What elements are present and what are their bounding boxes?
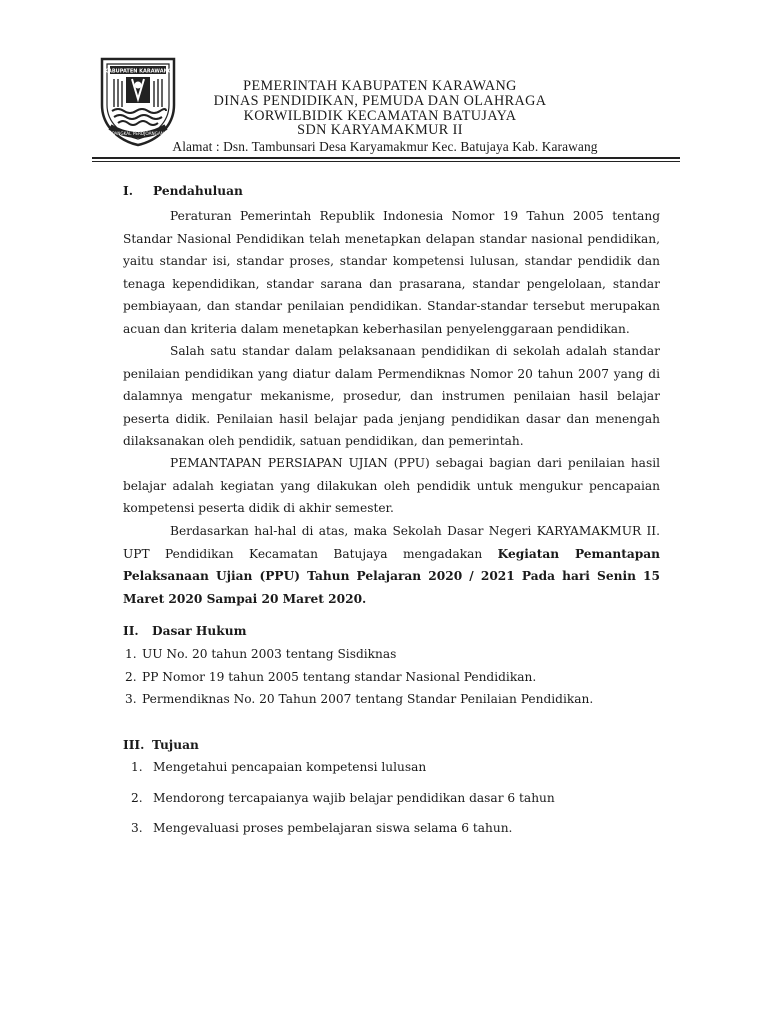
legal-basis-number-3: 3. bbox=[125, 692, 137, 706]
letterhead-rule-thin bbox=[92, 161, 680, 162]
objective-item-1: Mengetahui pencapaian kompetensi lulusan bbox=[153, 760, 427, 774]
letterhead-line-department: DINAS PENDIDIKAN, PEMUDA DAN OLAHRAGA bbox=[213, 93, 547, 109]
logo-text-top: KABUPATEN KARAWANG bbox=[104, 68, 172, 75]
letterhead-address: Alamat : Dsn. Tambunsari Desa Karyamakmur Kec. Batujaya Kab. Karawang bbox=[172, 139, 598, 154]
section-3-title: Tujuan bbox=[152, 738, 199, 752]
legal-basis-number-1: 1. bbox=[125, 647, 137, 661]
letterhead-line-government: PEMERINTAH KABUPATEN KARAWANG bbox=[243, 78, 517, 94]
section-1-paragraph-4 bbox=[123, 520, 660, 610]
section-2-title: Dasar Hukum bbox=[152, 624, 247, 638]
objective-number-2: 2. bbox=[131, 791, 143, 805]
paragraph-4-text: Berdasarkan hal-hal di atas, maka Sekolah Dasar Negeri KARYAMAKMUR II. UPT Pendidikan Kecamatan Batujaya mengadakan bbox=[123, 524, 660, 561]
section-3-number: III. bbox=[123, 738, 145, 752]
section-1-paragraph-2: Salah satu standar dalam pelaksanaan pendidikan di sekolah adalah standar penilaian pendidikan yang diatur dalam Permendiknas Nomor 20 tahun 2007 yang di dalamnya mengatur mekanisme, prosedur, dan instrumen penilaian hasil belajar peserta didik. Penilaian hasil belajar pada jenjang pendidikan dasar dan menengah dilaksanakan oleh pendidik, satuan pendidikan, dan pemerintah. bbox=[123, 344, 660, 448]
section-2-number: II. bbox=[123, 624, 139, 638]
section-1-number: I. bbox=[123, 184, 133, 198]
objective-item-3: Mengevaluasi proses pembelajaran siswa selama 6 tahun. bbox=[153, 821, 513, 835]
objective-number-3: 3. bbox=[131, 821, 143, 835]
section-1-paragraph-1: Peraturan Pemerintah Republik Indonesia Nomor 19 Tahun 2005 tentang Standar Nasional Pendidikan telah menetapkan delapan standar nasional pendidikan, yaitu standar isi, standar proses, standar kompetensi lulusan, standar pendidik dan tenaga kependidikan, standar sarana dan prasarana, standar pengelolaan, standar pembiayaan, dan standar penilaian pendidikan. Standar-standar tersebut merupakan acuan dan kriteria dalam menetapkan keberhasilan penyelenggaraan pendidikan. bbox=[123, 209, 660, 336]
letterhead-line-school: SDN KARYAMAKMUR II bbox=[297, 122, 463, 138]
legal-basis-item-3: Permendiknas No. 20 Tahun 2007 tentang Standar Penilaian Pendidikan. bbox=[142, 692, 594, 706]
letterhead-rule-thick bbox=[92, 157, 680, 159]
legal-basis-item-2: PP Nomor 19 tahun 2005 tentang standar Nasional Pendidikan. bbox=[142, 670, 537, 684]
section-1-title: Pendahuluan bbox=[153, 184, 243, 198]
objective-item-2: Mendorong tercapaianya wajib belajar pendidikan dasar 6 tahun bbox=[153, 791, 555, 805]
paragraph-4-bold-text: Kegiatan Pemantapan Pelaksanaan Ujian (PPU) Tahun Pelajaran 2020 / 2021 Pada hari Senin 15 Maret 2020 Sampai 20 Maret 2020. bbox=[123, 546, 661, 606]
section-1-paragraph-3: PEMANTAPAN PERSIAPAN UJIAN (PPU) sebagai bagian dari penilaian hasil belajar adalah kegiatan yang dilakukan oleh pendidik untuk mengukur pencapaian kompetensi peserta didik di akhir semester. bbox=[123, 456, 660, 515]
legal-basis-number-2: 2. bbox=[125, 670, 137, 684]
letterhead-line-korwilbidik: KORWILBIDIK KECAMATAN BATUJAYA bbox=[243, 108, 517, 124]
logo-text-bottom: PANGKAL PERDJOANGAN bbox=[112, 131, 164, 136]
objective-number-1: 1. bbox=[131, 760, 143, 774]
legal-basis-item-1: UU No. 20 tahun 2003 tentang Sisdiknas bbox=[142, 647, 397, 661]
